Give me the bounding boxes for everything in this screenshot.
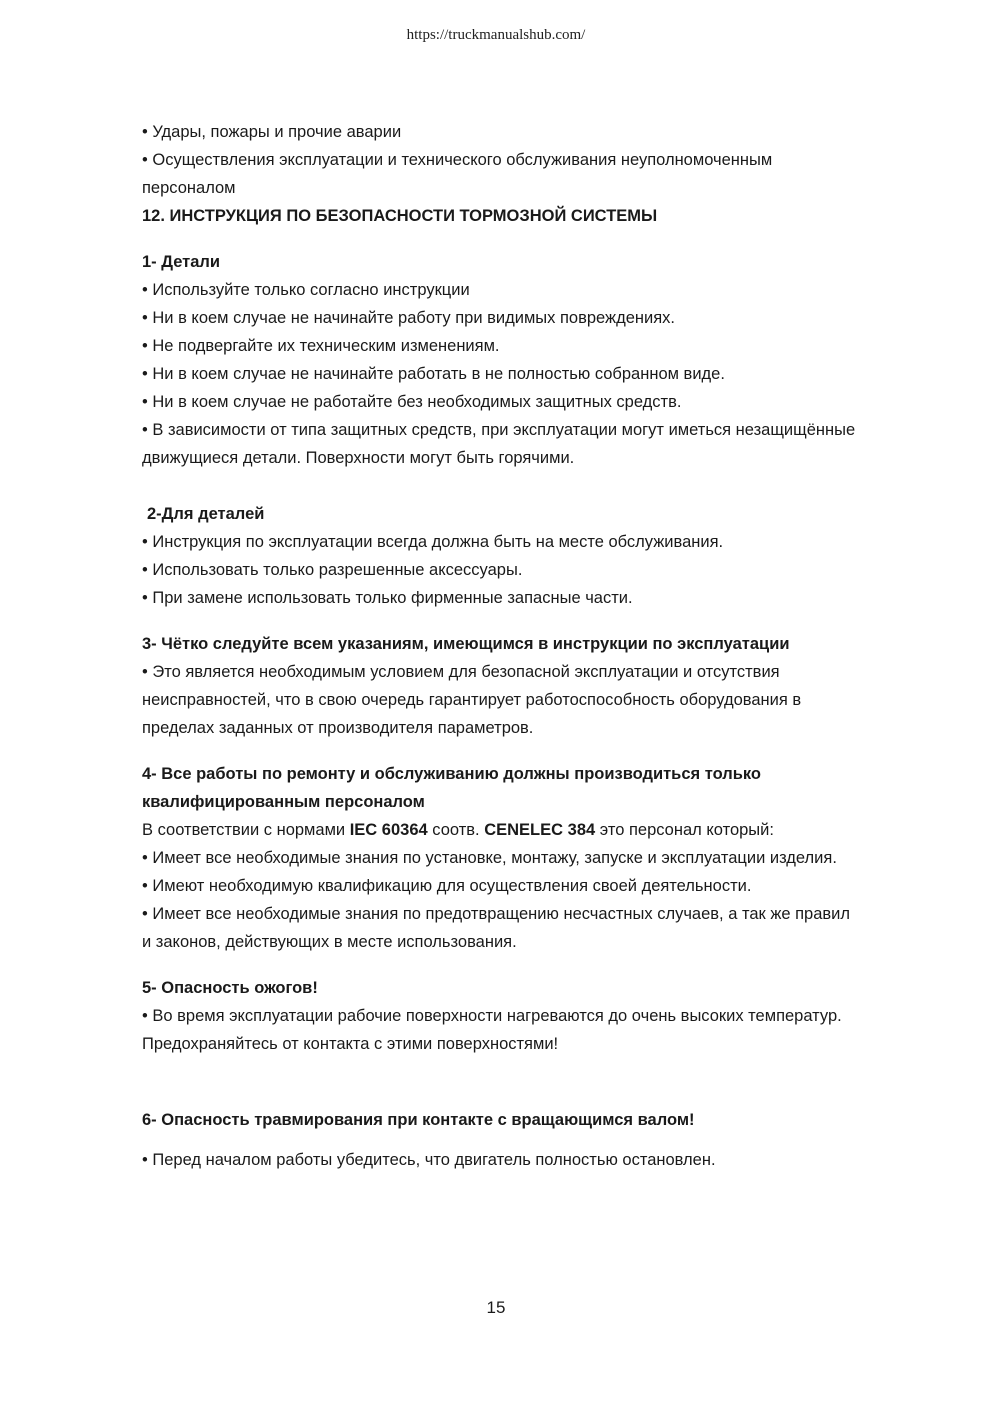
bullet-item: • В зависимости от типа защитных средств, при эксплуатации могут иметься незащищённые движущиеся детали. Поверхности могут быть горячими. bbox=[142, 421, 856, 467]
subsection-heading-2: 2-Для деталей bbox=[147, 505, 265, 523]
header-url: https://truckmanualshub.com/ bbox=[406, 27, 586, 43]
bullet-item: • Ни в коем случае не начинайте работу при видимых повреждениях. bbox=[142, 309, 675, 327]
section-title: 12. ИНСТРУКЦИЯ ПО БЕЗОПАСНОСТИ ТОРМОЗНОЙ СИСТЕМЫ bbox=[142, 207, 658, 225]
document-body bbox=[142, 118, 862, 1174]
bullet-item: • Инструкция по эксплуатации всегда должна быть на месте обслуживания. bbox=[142, 533, 724, 551]
standards-intro bbox=[142, 816, 862, 844]
bullet-item: • Осуществления эксплуатации и технического обслуживания неуполномоченным персоналом bbox=[142, 151, 773, 197]
bullet-item: • Ни в коем случае не работайте без необходимых защитных средств. bbox=[142, 393, 682, 411]
subsection-heading-1: 1- Детали bbox=[142, 253, 221, 271]
bullet-item: • Использовать только разрешенные аксессуары. bbox=[142, 561, 523, 579]
standard-iec: IEC 60364 bbox=[349, 821, 428, 839]
bullet-item: • Имеет все необходимые знания по предотвращению несчастных случаев, а так же правил и законов, действующих в месте использования. bbox=[142, 905, 851, 951]
subsection-heading-5: 5- Опасность ожогов! bbox=[142, 979, 318, 997]
bullet-item: • Используйте только согласно инструкции bbox=[142, 281, 470, 299]
subsection-heading-6: 6- Опасность травмирования при контакте с вращающимся валом! bbox=[142, 1111, 695, 1129]
intro-mid: соотв. bbox=[427, 821, 485, 839]
bullet-item: • Это является необходимым условием для безопасной эксплуатации и отсутствия неисправностей, что в свою очередь гарантирует работоспособность оборудования в пределах заданных от производителя параметров. bbox=[142, 663, 802, 737]
bullet-item: • Имеет все необходимые знания по установке, монтажу, запуске и эксплуатации изделия. bbox=[142, 849, 837, 867]
subsection-heading-4: 4- Все работы по ремонту и обслуживанию должны производиться только квалифицированным персоналом bbox=[142, 765, 761, 811]
bullet-item: • Удары, пожары и прочие аварии bbox=[142, 123, 402, 141]
standard-cenelec: CENELEC 384 bbox=[484, 821, 596, 839]
page-number: 15 bbox=[486, 1298, 506, 1317]
bullet-item: • Не подвергайте их техническим изменениям. bbox=[142, 337, 500, 355]
bullet-item: • Ни в коем случае не начинайте работать в не полностью собранном виде. bbox=[142, 365, 725, 383]
bullet-item: • Во время эксплуатации рабочие поверхности нагреваются до очень высоких температур. Предохраняйтесь от контакта с этими поверхностями! bbox=[142, 1007, 842, 1053]
bullet-item: • При замене использовать только фирменные запасные части. bbox=[142, 589, 633, 607]
bullet-item: • Перед началом работы убедитесь, что двигатель полностью остановлен. bbox=[142, 1151, 716, 1169]
intro-suffix: это персонал который: bbox=[595, 821, 774, 839]
subsection-heading-3: 3- Чётко следуйте всем указаниям, имеющимся в инструкции по эксплуатации bbox=[142, 635, 790, 653]
intro-prefix: В соответствии с нормами bbox=[142, 821, 350, 839]
bullet-item: • Имеют необходимую квалификацию для осуществления своей деятельности. bbox=[142, 877, 752, 895]
